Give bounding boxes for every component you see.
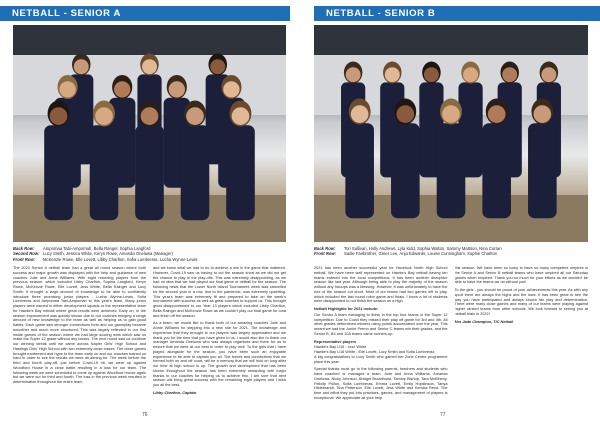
- paragraph: Our Senior A team managing to finish in the top four teams in the Super 12 competition. Due to Covid they missed their play off game for 3rd and 4th. All other grades determined winners using points accumulated over the year. This meant we had the Junior Premo and Senior C teams win their grades, and the Senior B, B4 and 10A teams came runners-up.: [314, 312, 448, 336]
- subheading: Netball Highlights for 2021 include:: [314, 307, 379, 311]
- paragraph: 2021 has been another successful year for Havelock North High School netball. We have been well represented on Hawke's Bay netball having ten teams entered into the local competitions. It has been another disruptive season like last year. Although being able to play the majority of the season without any hiccups was a blessing. However, it was unfortunately to have the end of the season cut short. Most of our teams had two games left to play, which included the last round robin game and finals. I know a lot of students were disappointed to not finish the season on a high.: [314, 266, 448, 304]
- list-item: Hawke's Bay U16 White - Elle Lovett, Lucy Smith and Sofia Lumbreras: [314, 350, 435, 354]
- team-member-figure: [528, 99, 557, 219]
- caption-back-row: Back Row: Ampomaa Tabi-Ampomah, Bella Rangel, Sophia Langford: [13, 246, 151, 251]
- list-item: Hawke's Bay U15 - xxxx White: [314, 345, 367, 350]
- photo-captions: [314, 246, 588, 257]
- caption-front-row: Front Row: Sadie Fairbrother, Greer Lee, Anja Edwards, Louise Cunningham, Sophie Charlton: [314, 251, 498, 257]
- paragraph: To the girls - you should be proud of your achievements this year. As with any sport there are always the highs and the lows. It has been great to see the way you have participated and always shown fair play and determination. There were many close games and many of our teams were playing against higher ranked teams from other schools. We look forward to seeing you at netball trials in 2022!: [454, 288, 588, 316]
- article-body: [314, 266, 588, 416]
- paragraph: Special thanks must go to the following parents, teachers and students who have coached or managed a team. Julie and Anna Williams, Amanda Oneluwa, Nicky Johnson, Bridget Broadhurst, Tammy Bishop, Tara McElheny, Felicity Pollon, Sofia Lumbreras, Emma Lovett, Emily Hopkinson, Tanya Hildebrandt, Tina Petterson, Elle Lovett, Jess White and Kendra Reed. The time and effort they put into practices, games, and management of players is exceptional. We appreciate all your help: [314, 367, 448, 400]
- paragraph: and we knew what we had to do to achieve a win in the game that mattered. However, Covid-19 saw us having to cut the season short as we did not get the chance to play in the play-offs. This was extremely disappointing, as we had no idea that we had played our final game of netball for the season. The following news that the Lower North Island Tournament week was cancelled for the second year in a row, due to the pandemic, was extremely upsetting. This year's team was extremely fit and prepared to take on the week's tournament with success as well as great coaches to support us. This brought great disappointment to our Year 13 players which included Libby Charlton, Bella Rainger and McKenzie Rowe as we couldn't play our final game for Iona and finish off the season.: [153, 266, 286, 318]
- paragraph: As a team, we would like to thank both of our amazing coaches Julie and Annie Williams for stepping into a new role for 2021. The knowledge and experience that they brought to our players was largely appreciated and we thank you for the time that you have given to us. I would also like to thank our manager Amanda Oneluwa who was always organised and there for us to ensure that we were at our best in order to play well. To the girls that I have played alongside for the season, you have been such an enjoyable experience to be able to captain you all. The bonds and connections that we formed both on and off court, will be a memory that we will hold on long after our time at high school is up. The growth and development that has been shown throughout the season has been extremely rewarding with major thanks to our coaches for helping us to achieve this. I am sure that next season will bring great success with the remaining eight players and I wish you all the best.: [153, 321, 286, 387]
- paragraph: this season. We have been so lucky to have so many competent umpires in the Senior A and Senior B netball teams who have umpired all our Saturday games when required. Thank you so much for your efforts as we wouldn't be able to have the teams we do without you!: [454, 266, 588, 285]
- team-member-figure: [345, 99, 374, 219]
- subheading: Representative players: [314, 339, 357, 344]
- team-member-figure: [90, 101, 119, 221]
- list-item: A big congratulations to Lucy Smith who gained her Zone Centre programme place this year.: [314, 354, 448, 364]
- team-member-figure: [437, 99, 466, 219]
- team-photo: [13, 25, 286, 242]
- section-banner: NETBALL - SENIOR A: [0, 6, 290, 21]
- page-right: [300, 0, 600, 424]
- article-column-2: [153, 266, 286, 406]
- team-photo-graphic: [13, 25, 286, 242]
- team-member-figure: [135, 101, 164, 221]
- team-member-figure: [226, 101, 255, 221]
- article-body: [13, 266, 286, 406]
- section-banner: NETBALL - SENIOR B: [314, 6, 600, 21]
- article-column-1: [13, 266, 146, 406]
- signature: Libby Charlton, Captain: [153, 390, 197, 395]
- photo-captions: [13, 246, 286, 262]
- caption-front-row: Front Row: McKenzie Rowe, Elle Lovett, Libby Charlton, Sofia Lumbreras, Lucha Wynne-Lewis: [13, 256, 198, 262]
- team-member-figure: [181, 101, 210, 221]
- team-member-figure: [391, 99, 420, 219]
- caption-second-row: Second Row: Lucy Smith, Jessica White, Keryn Rowe, Amanda Oneluwa (Manager): [13, 251, 173, 257]
- team-photo-graphic: [314, 25, 588, 242]
- team-member-figure: [482, 99, 511, 219]
- article-column-2: [455, 266, 589, 416]
- signature: Mrs Jade Champion, TIC Netball: [454, 319, 514, 324]
- page-number: 76: [142, 412, 148, 418]
- caption-back-row: Back Row: Tori Sullivan, Holly Andrews, Lyla Kidd, Sophia Walton, Sammy Mattson, Nina Curran: [314, 246, 502, 251]
- team-member-figure: [44, 101, 73, 221]
- page-number: 77: [440, 412, 446, 418]
- article-column-1: [314, 266, 448, 416]
- team-photo: [314, 25, 588, 242]
- paragraph: The 2021 Senior A netball team had a great all round season where both success and major growth was displayed with the help and guidance of new coaches Julie and Anna Williams. With eight returning players from the previous season, which included Libby Charlton, Sophia Langford, Keryn Rowe, McKenzie Rowe, Elle Lovett, Jess White, Bella Rainger and Lucy Smith. It brought a large amount of knowledge to be able to confidently introduce three promising junior players - Lucha Wynne-Lewis, Sofia Lumbreras and Ampomaa Tabi-Ampomah to this year's team. Many junior players were named in either development squads or the representative team for Hawke's Bay netball where great results were achieved. Early on, in the season improvement was quickly shown due to our coaches bringing a range amount of new knowledge to the team as well as helping us to gain good habits. Each game saw stronger connections form and our gameplay became smoother and much more structured. This was largely reflected in our first inside games of the season where we had large scoring wins which saw us make the Super 12 grade without any losses. The next round saw us continue our winning streak until we came across Napier Girls' High School and Hastings Girls' High School with two extremely close losses. The close games brought excitement and hype to the team early on and our coaches trained us hard in order to see the results we were all aiming for. The week before the third and fourth play-off, just before Covid-19 hit, we were up against Woodford House in a close battle resulting in a loss for our team. The following week we were scheduled to come up against Woodford House again but we were out for third and fourth. The loss in the previous week resulted in determination throughout the entire team: [13, 266, 146, 384]
